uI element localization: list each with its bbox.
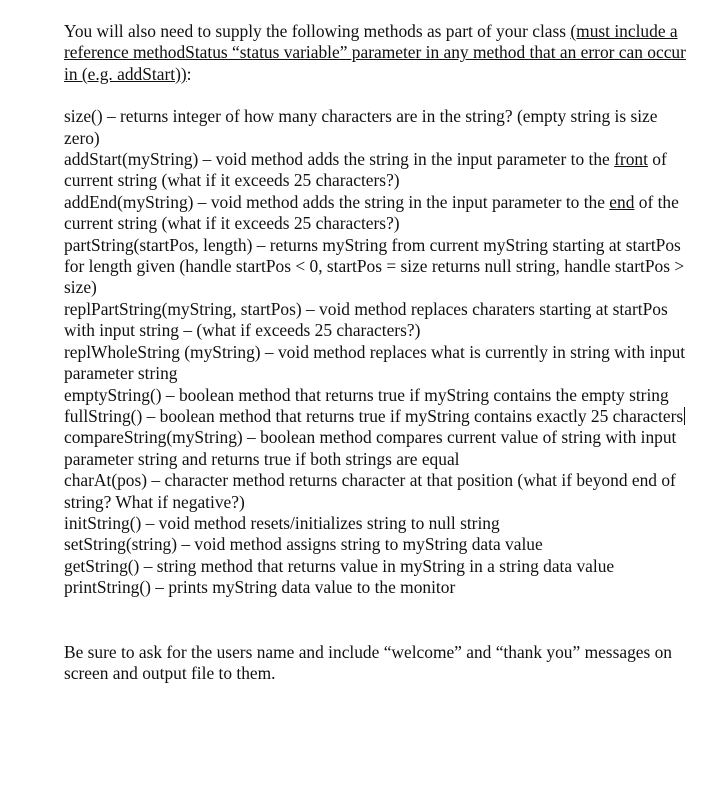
method-compareString: compareString(myString) – boolean method compares current value of string with input parameter string and returns true if both strings are equal — [64, 427, 677, 469]
method-getString: getString() – string method that returns value in myString in a string data value — [64, 555, 615, 576]
method-addEnd-text: addEnd(myString) – void method adds the string in the input parameter to the — [64, 191, 610, 212]
method-fullString-text: fullString() – boolean method that returns true if myString contains exactly 25 characters — [64, 405, 684, 426]
intro-paragraph — [64, 21, 689, 85]
intro-underlined-note: (must include a reference methodStatus “status variable” parameter in any method that an error can occur in (e.g. addStart)) — [64, 21, 686, 84]
method-emptyString: emptyString() – boolean method that returns true if myString contains the empty string — [64, 384, 669, 405]
document-body — [64, 21, 689, 684]
method-fullString[interactable] — [64, 406, 689, 427]
method-replWholeString: replWholeString (myString) – void method replaces what is currently in string with input parameter string — [64, 341, 686, 384]
method-addStart — [64, 149, 689, 192]
intro-colon: : — [186, 63, 192, 84]
method-size: size() – returns integer of how many characters are in the string? (empty string is size zero) — [64, 106, 658, 148]
spacer — [64, 85, 689, 106]
method-initString: initString() – void method resets/initializes string to null string — [64, 512, 500, 533]
spacer — [64, 599, 689, 642]
method-setString: setString(string) – void method assigns string to myString data value — [64, 534, 543, 555]
method-addEnd-underlined: end — [609, 191, 635, 212]
method-partString: partString(startPos, length) – returns myString from current myString starting at startPos for length given (handle startPos < 0, startPos = size returns null string, handle startPos > size) — [64, 234, 685, 298]
method-addEnd — [64, 192, 689, 235]
closing-paragraph: Be sure to ask for the users name and include “welcome” and “thank you” messages on screen and output file to them. — [64, 641, 672, 683]
text-cursor — [684, 407, 685, 425]
intro-text: You will also need to supply the following methods as part of your class — [64, 21, 567, 41]
method-addEnd-text-end: of the current string (what if it exceeds 25 characters?) — [64, 191, 679, 234]
method-printString: printString() – prints myString data value to the monitor — [64, 577, 456, 598]
method-addStart-underlined: front — [614, 149, 648, 170]
method-replPartString: replPartString(myString, startPos) – void method replaces charaters starting at startPos with input string – (what if exceeds 25 characters?) — [64, 298, 668, 341]
method-charAt: charAt(pos) – character method returns character at that position (what if beyond end of string? What if negative?) — [64, 470, 676, 512]
method-addStart-text-end: of current string (what if it exceeds 25 characters?) — [64, 149, 667, 191]
method-addStart-text: addStart(myString) – void method adds the string in the input parameter to the — [64, 149, 615, 170]
